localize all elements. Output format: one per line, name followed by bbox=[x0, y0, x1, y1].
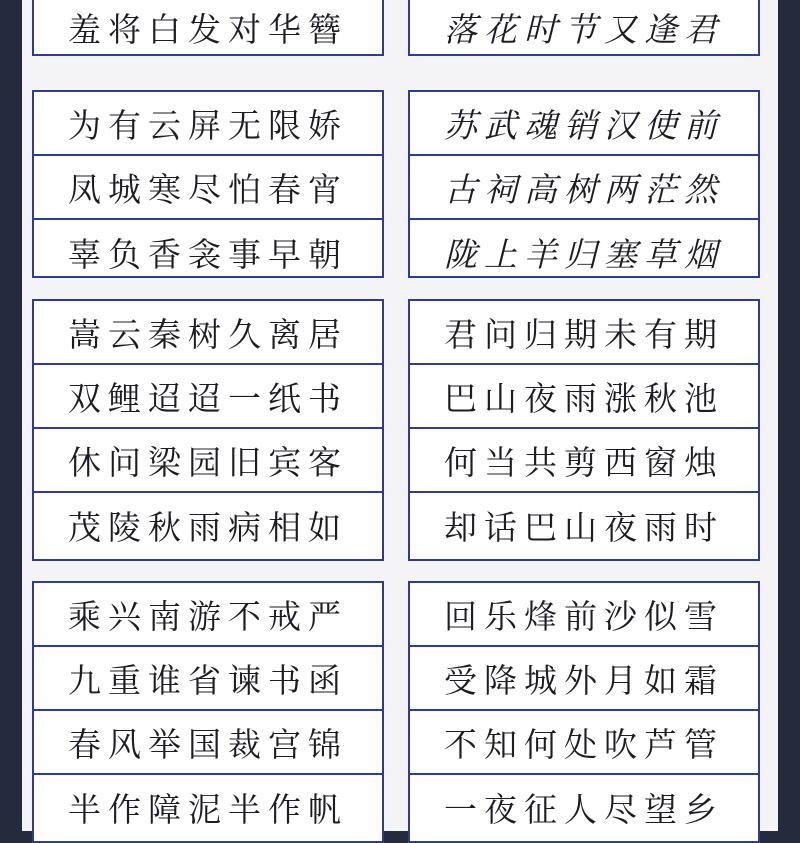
poem-card bbox=[408, 0, 760, 56]
poem-card bbox=[32, 299, 384, 561]
poem-line: 却话巴山夜雨时 bbox=[444, 507, 724, 547]
poem-line: 嵩云秦树久离居 bbox=[34, 301, 382, 365]
poem-line: 何当共剪西窗烛 bbox=[410, 429, 758, 493]
poem-line: 乘兴南游不戒严 bbox=[34, 583, 382, 647]
poem-line: 双鲤迢迢一纸书 bbox=[34, 365, 382, 429]
poem-line: 落花时节又逢君 bbox=[444, 9, 724, 49]
poem-line: 一夜征人尽望乡 bbox=[444, 789, 724, 829]
poem-line: 凤城寒尽怕春宵 bbox=[34, 156, 382, 220]
poem-card bbox=[408, 299, 760, 561]
poem-line: 受降城外月如霜 bbox=[410, 647, 758, 711]
poem-line: 茂陵秋雨病相如 bbox=[68, 507, 348, 547]
poem-line: 休问梁园旧宾客 bbox=[34, 429, 382, 493]
poem-card bbox=[32, 0, 384, 56]
poem-line: 为有云屏无限娇 bbox=[34, 92, 382, 156]
poem-line: 半作障泥半作帆 bbox=[68, 789, 348, 829]
poem-line: 春风举国裁宫锦 bbox=[34, 711, 382, 775]
calligraphy-sheet bbox=[22, 0, 778, 831]
poem-line: 巴山夜雨涨秋池 bbox=[410, 365, 758, 429]
poem-card bbox=[32, 581, 384, 843]
poem-line: 九重谁省谏书函 bbox=[34, 647, 382, 711]
poem-line: 羞将白发对华簪 bbox=[68, 9, 348, 49]
poem-line: 苏武魂销汉使前 bbox=[410, 92, 758, 156]
poem-card bbox=[408, 90, 760, 278]
poem-card bbox=[32, 90, 384, 278]
poem-card bbox=[408, 581, 760, 843]
poem-line: 古祠高树两茫然 bbox=[410, 156, 758, 220]
poem-line: 不知何处吹芦管 bbox=[410, 711, 758, 775]
poem-line: 陇上羊归塞草烟 bbox=[444, 234, 724, 274]
poem-line: 回乐烽前沙似雪 bbox=[410, 583, 758, 647]
poem-line: 辜负香衾事早朝 bbox=[68, 234, 348, 274]
poem-line: 君问归期未有期 bbox=[410, 301, 758, 365]
